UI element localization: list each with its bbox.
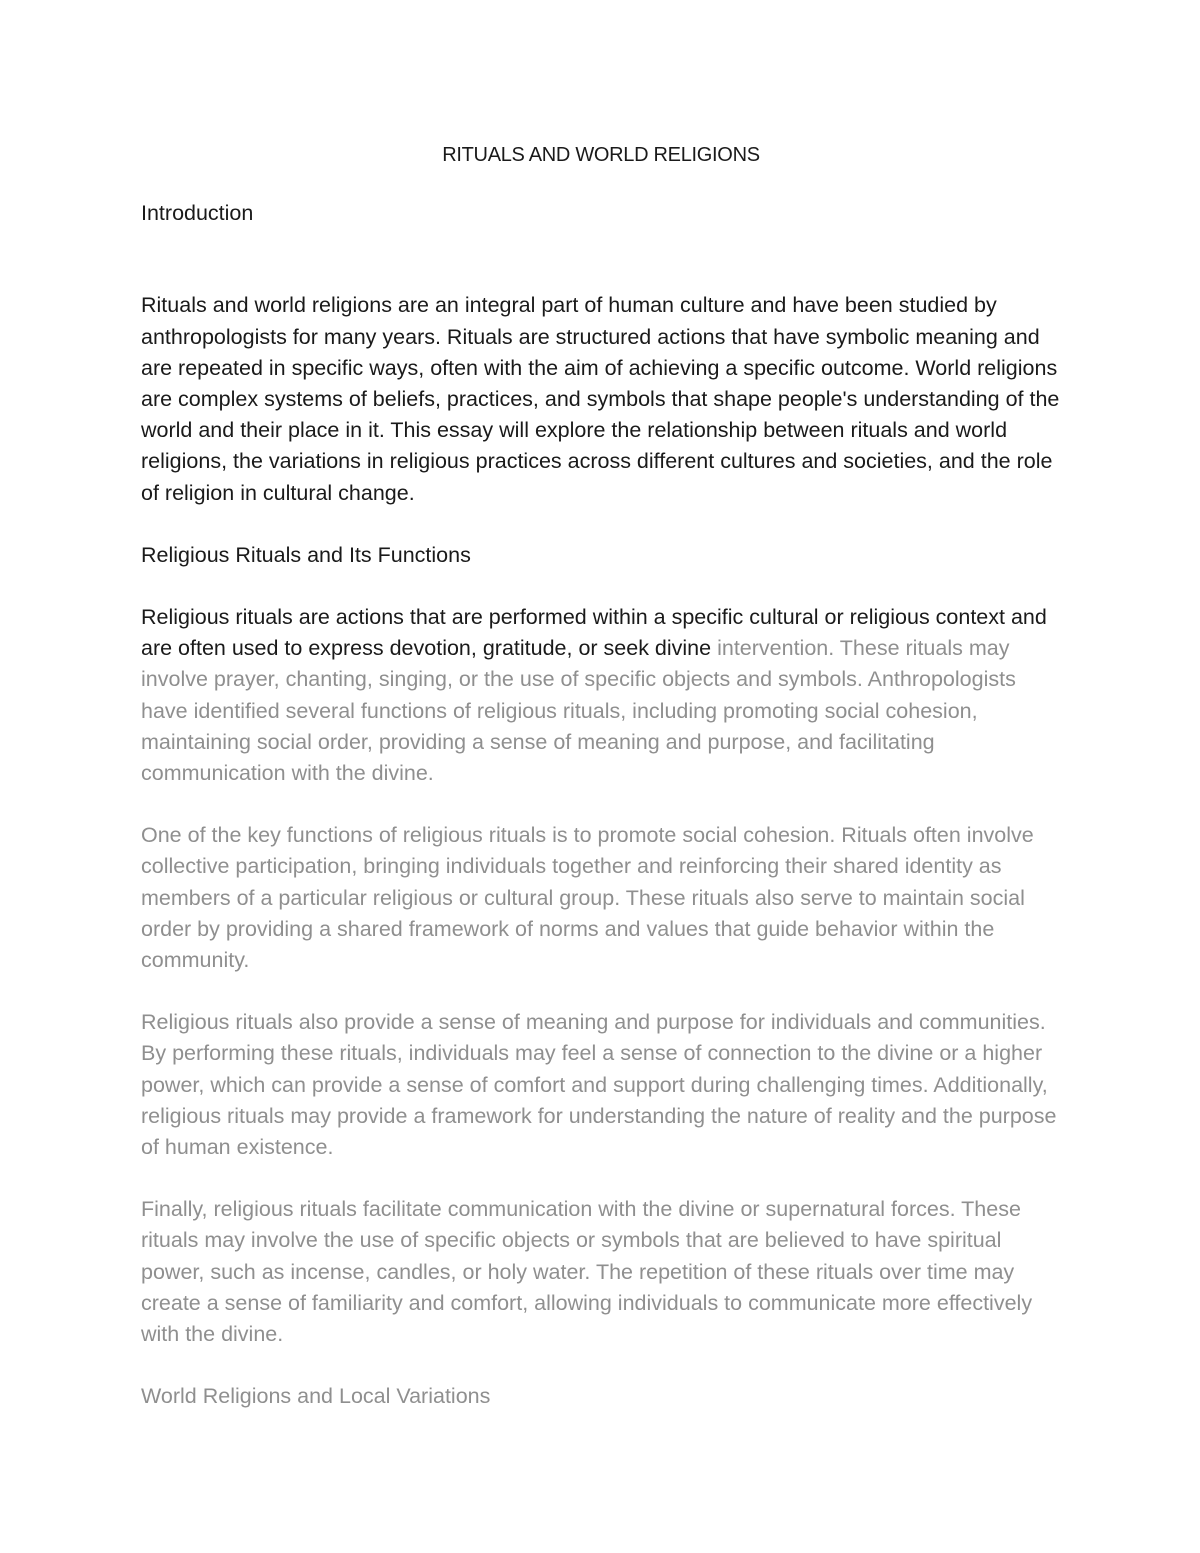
rituals-paragraph-faded-text: intervention. These rituals may involve prayer, chanting, singing, or the use of specific objects and symbols. Anthropologists have identified several functions of religious rituals, including promoting social cohesion, maintaining social order, providing a sense of meaning and purpose, and facilitating communication with the divine.	[141, 636, 1016, 786]
world-religions-heading: World Religions and Local Variations	[141, 1384, 491, 1409]
rituals-paragraph	[141, 602, 1061, 789]
cohesion-paragraph: One of the key functions of religious rituals is to promote social cohesion. Rituals often involve collective participation, bringing individuals together and reinforcing their shared identity as members of a particular religious or cultural group. These rituals also serve to maintain social order by providing a shared framework of norms and values that guide behavior within the community.	[141, 823, 1034, 973]
rituals-heading: Religious Rituals and Its Functions	[141, 542, 471, 567]
rituals-paragraph-visible-text: Religious rituals are actions that are performed within a specific cultural or religious context and are often used to express devotion, gratitude, or seek divine	[141, 605, 1047, 661]
meaning-paragraph: Religious rituals also provide a sense of meaning and purpose for individuals and communities. By performing these rituals, individuals may feel a sense of connection to the divine or a higher power, which can provide a sense of comfort and support during challenging times. Additionally, religious rituals may provide a framework for understanding the nature of reality and the purpose of human existence.	[141, 1010, 1057, 1160]
document-body	[141, 140, 1061, 1413]
document-title: RITUALS AND WORLD RELIGIONS	[442, 144, 760, 166]
introduction-paragraph: Rituals and world religions are an integral part of human culture and have been studied by anthropologists for many years. Rituals are structured actions that have symbolic meaning and are repeated in specific ways, often with the aim of achieving a specific outcome. World religions are complex systems of beliefs, practices, and symbols that shape people's understanding of the world and their place in it. This essay will explore the relationship between rituals and world religions, the variations in religious practices across different cultures and societies, and the role of religion in cultural change.	[141, 293, 1060, 505]
communication-paragraph: Finally, religious rituals facilitate communication with the divine or supernatural forces. These rituals may involve the use of specific objects or symbols that are believed to have spiritual power, such as incense, candles, or holy water. The repetition of these rituals over time may create a sense of familiarity and comfort, allowing individuals to communicate more effectively with the divine.	[141, 1197, 1033, 1347]
introduction-heading: Introduction	[141, 201, 254, 226]
